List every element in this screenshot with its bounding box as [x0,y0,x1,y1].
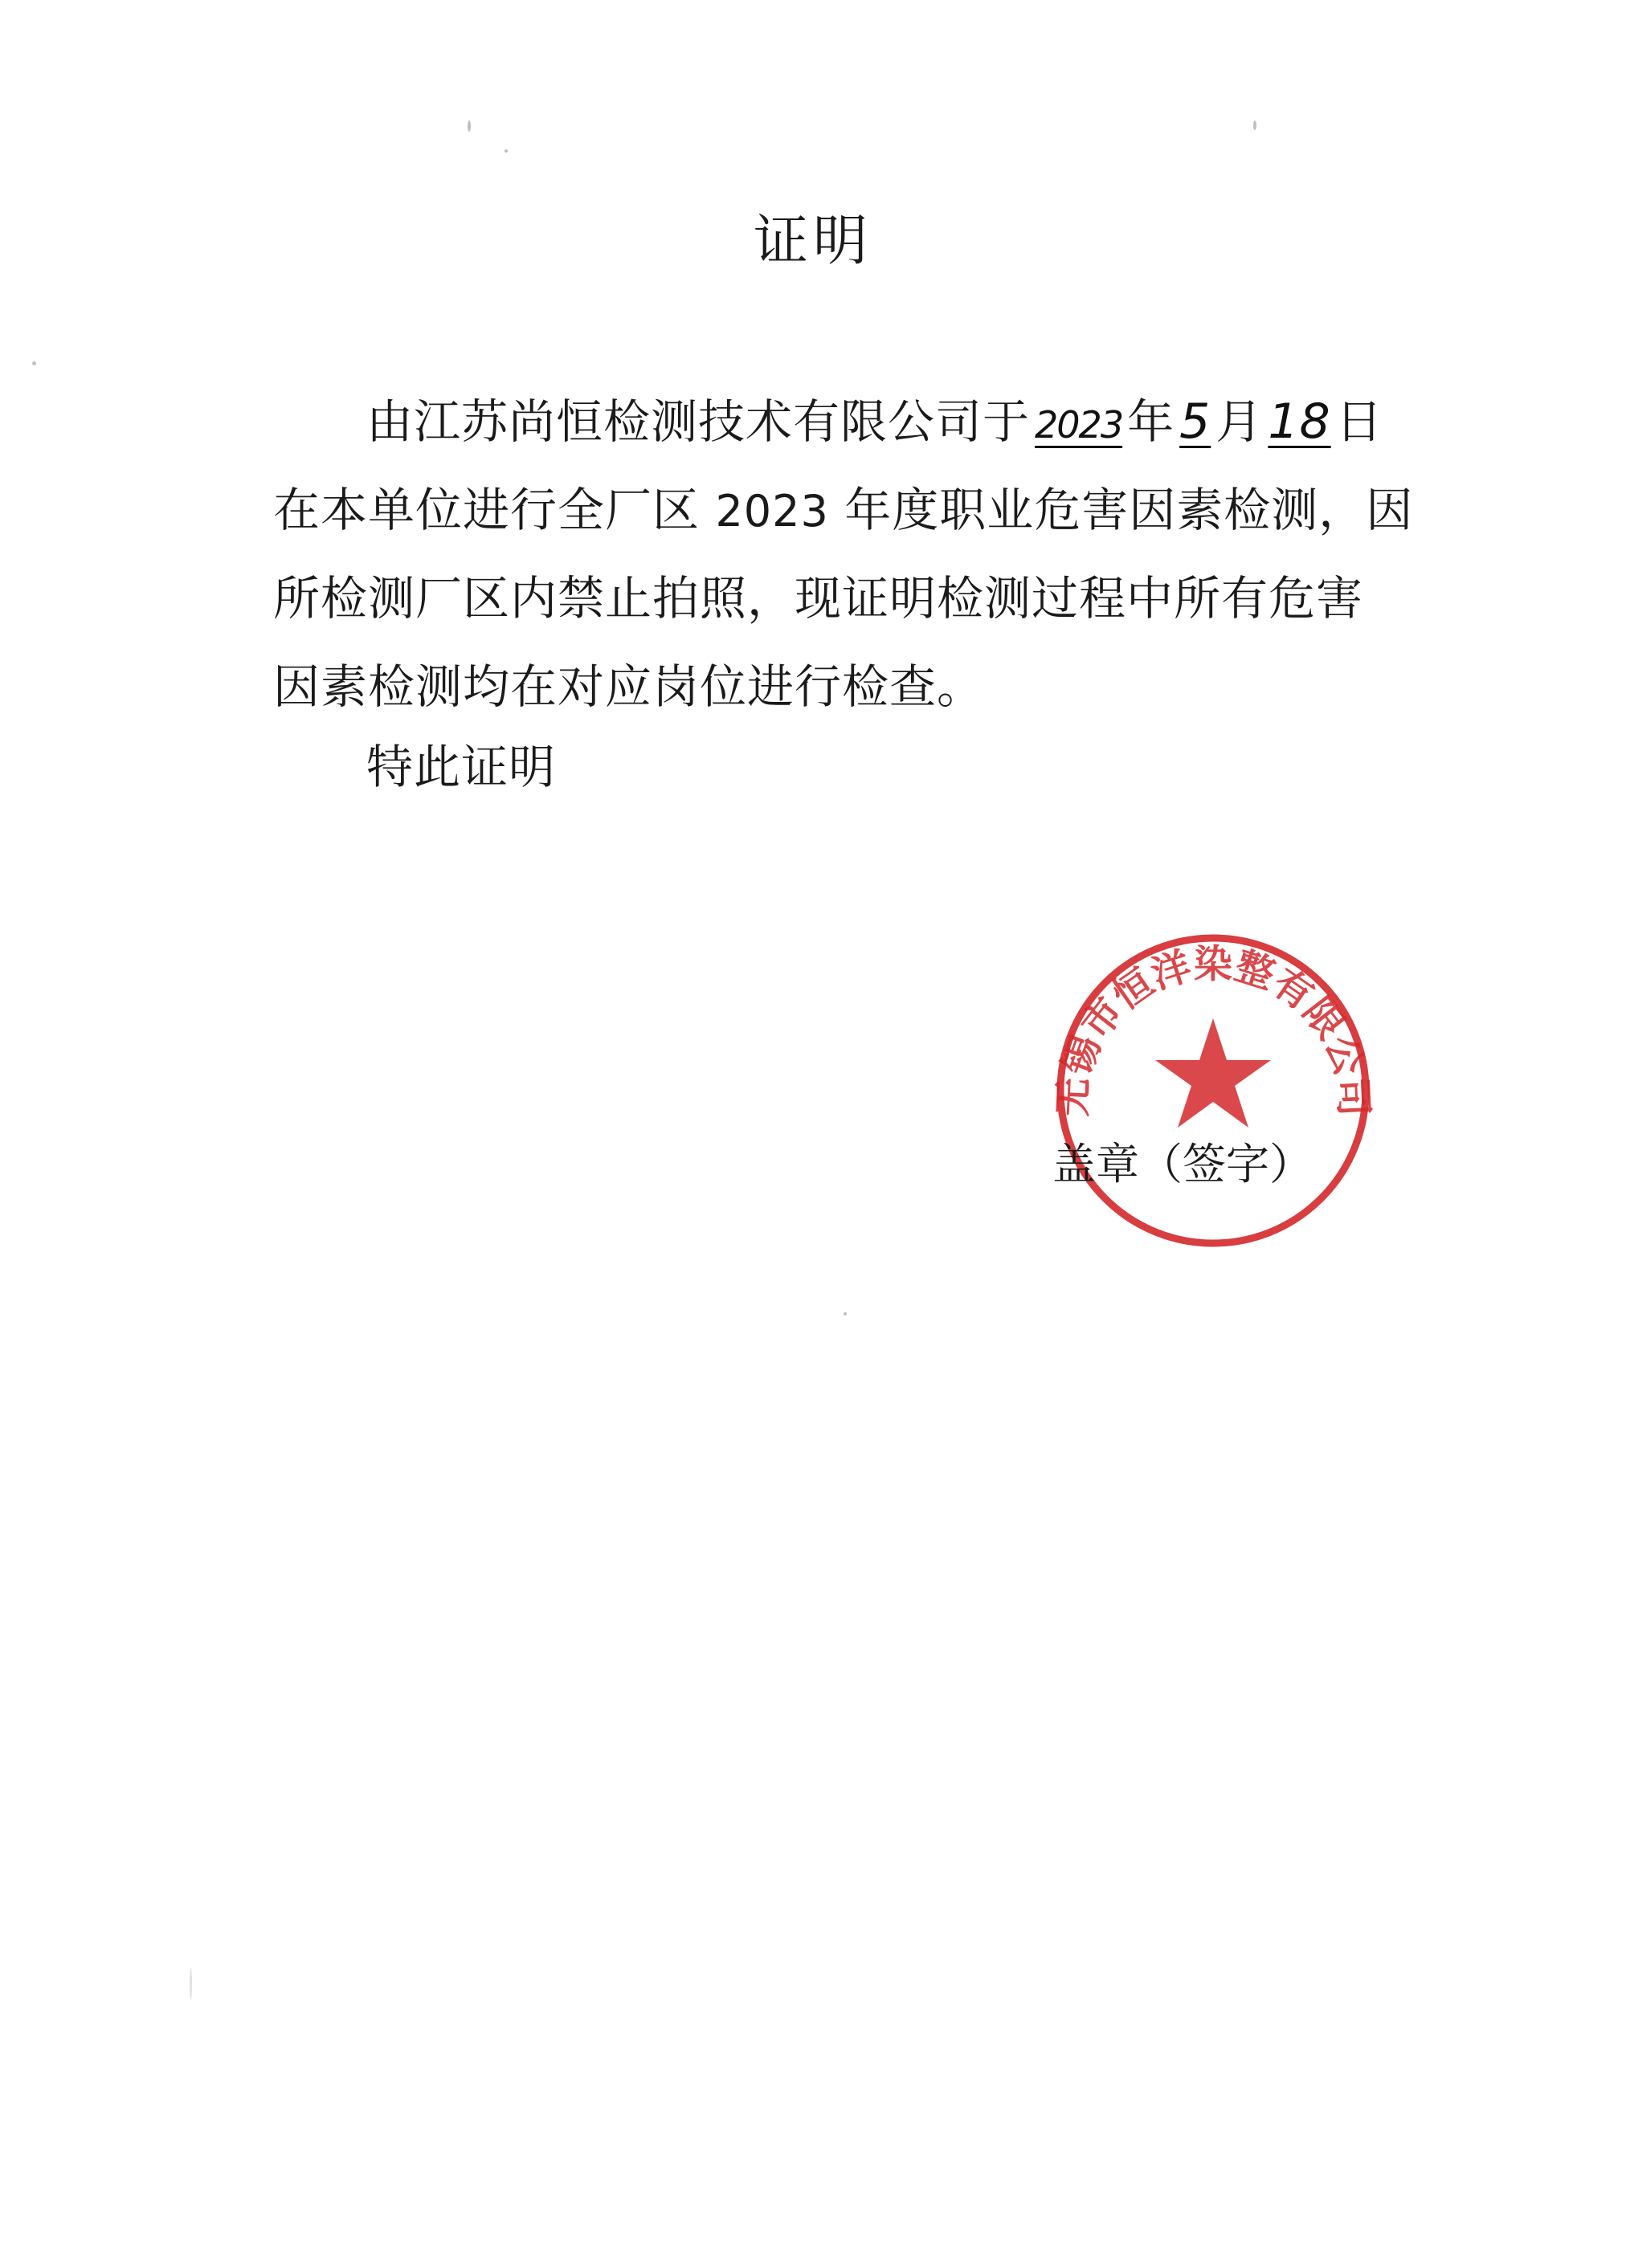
year-unit: 年 [1127,394,1175,449]
handwritten-day: 18 [1268,394,1331,450]
scan-speck [190,1968,192,2000]
closing-statement: 特此证明 [366,740,557,794]
line2-suffix: 年度职业危害因素检测，因 [828,483,1414,537]
body-paragraph [273,377,1414,731]
scan-speck [468,120,471,132]
paragraph-line-3: 所检测厂区内禁止拍照，现证明检测过程中所有危害 [273,571,1364,626]
month-unit: 月 [1215,394,1264,449]
company-clause: 由江苏尚恒检测技术有限公司于 [366,394,1031,449]
seal-lettering: 无锡市恒洋染整有限公司 [1050,941,1376,1118]
paragraph-line-4: 因素检测均在对应岗位进行检查。 [273,659,985,714]
line2-year: 2023 [715,486,829,536]
page-title: 证明 [753,210,872,273]
line2-prefix: 在本单位进行全厂区 [273,483,716,537]
scan-speck [505,149,508,153]
handwritten-year: 2023 [1035,403,1123,447]
scan-speck [1253,120,1256,130]
signature-label: 盖章（签字） [1052,1139,1313,1189]
day-unit: 日 [1335,394,1383,449]
scan-speck [844,1312,847,1316]
paragraph-line-2 [273,466,1414,554]
company-seal [1044,922,1382,1259]
scan-speck [32,361,36,365]
handwritten-month: 5 [1179,394,1211,450]
paragraph-line-1 [273,377,1398,466]
seal-star-icon [1155,1018,1271,1128]
seal-graphic [1044,922,1382,1259]
